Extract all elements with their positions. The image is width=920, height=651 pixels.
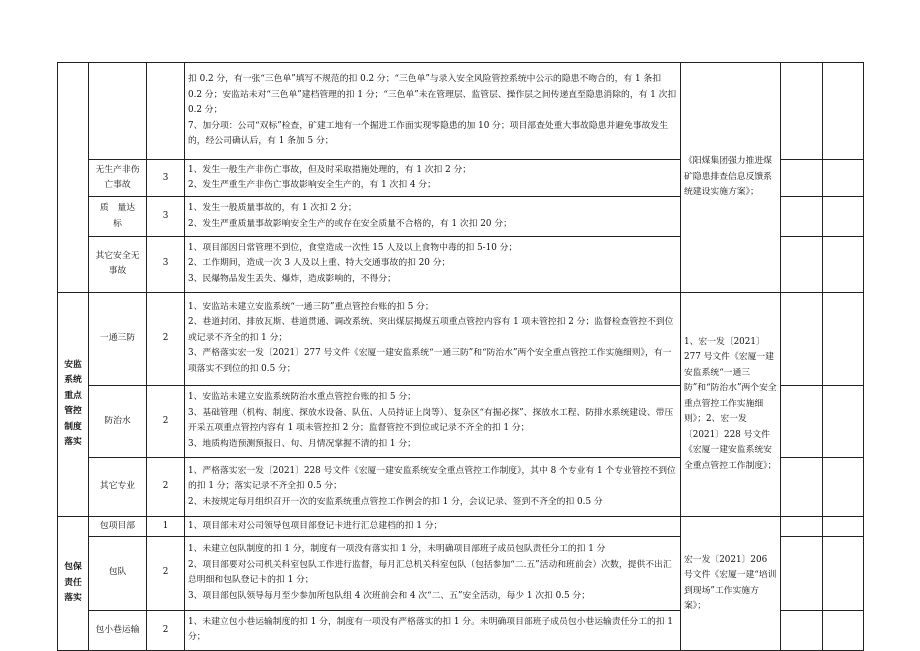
blank-cell: [781, 536, 823, 610]
blank-cell: [823, 610, 864, 650]
score-cell: 2: [147, 457, 185, 516]
criteria-cell: [185, 197, 681, 236]
blank-cell: [823, 236, 864, 292]
criteria-line: 1、项目部未对公司领导包项目部登记卡进行汇总建档的扣 1 分；: [188, 520, 443, 531]
criteria-line: 2、项目部要对公司机关科室包队工作进行监督，每月汇总机关科室包队（包括参加“二.五”活动和班前会）次数，提供不出汇总明细和包队登记卡的扣 1 分；: [188, 559, 672, 586]
subitem-cell: 包队: [89, 536, 147, 610]
score-cell: 3: [147, 236, 185, 292]
criteria-cell: [185, 385, 681, 457]
criteria-line: 1、项目部因日常管理不到位，食堂造成一次性 15 人及以上食物中毒的扣 5-10 分；: [188, 242, 518, 253]
criteria-line: 3、基础管理（机构、制度、探放水设备、队伍、人员持证上岗等）、复杂区“有掘必探”、探放水工程、防排水系统建设、带压开采五项重点管控内容有 1 项未管控扣 2 分；监督管控不到位或记录不齐全的扣 1 分；: [188, 407, 674, 434]
criteria-line: 1、未建立包小巷运输制度的扣 1 分，制度有一项没有严格落实的扣 1 分。未明确项目部班子成员包小巷运输责任分工的扣 1 分；: [188, 616, 674, 643]
blank-cell: [781, 197, 823, 236]
criteria-cell: [185, 610, 681, 650]
criteria-line: 2、工作期间，造成一次 3 人及以上重、特大交通事故的扣 20 分；: [188, 258, 451, 269]
score-cell: 2: [147, 536, 185, 610]
criteria-line: 2、未按规定每月组织召开一次的安监系统重点管控工作例会的扣 1 分，会议记录、签到不齐全的扣 0.5 分: [188, 496, 603, 507]
subitem-cell: 其它专业: [89, 457, 147, 516]
subitem-cell: 质 量达 标: [89, 197, 147, 236]
subitem-cell: 包项目部: [89, 517, 147, 537]
score-cell: 2: [147, 385, 185, 457]
reference-text: 1、宏一发〔2021〕277 号文件《宏厦一建安监系统“一通三防”和“防治水”两个安全重点管控工作实施细则》；2、宏一发〔2021〕228 号文件《宏厦一建安监系统安全重点管控工作制度》；: [684, 336, 777, 471]
blank-cell: [823, 536, 864, 610]
blank-cell: [823, 517, 864, 537]
table-row: [58, 517, 864, 537]
blank-cell: [823, 457, 864, 516]
criteria-line: 1、发生一般质量事故的，有 1 次扣 2 分；: [188, 203, 357, 213]
blank-cell: [781, 236, 823, 292]
evaluation-table: [57, 62, 864, 651]
blank-cell: [823, 197, 864, 236]
criteria-line: 扣 0.2 分，有一张“三色单”填写不规范的扣 0.2 分；“三色单”与录入安全风险管控系统中公示的隐患不吻合的，有 1 条扣 0.2 分；安监站未对“三色单”建档管理的扣 1 分；“三色单”未在管理层、监管层、操作层之间传递直至隐患消除的，有 1 次扣 0.2 分；: [188, 74, 677, 116]
criteria-line: 1、发生一般生产非伤亡事故，但及时采取措施处理的，有 1 次扣 2 分；: [188, 164, 472, 175]
subitem-cell: 包小巷运输: [89, 610, 147, 650]
blank-cell: [781, 385, 823, 457]
criteria-line: 1、安监站未建立安监系统“一通三防”重点管控台账的扣 5 分；: [188, 301, 434, 312]
blank-cell: [781, 517, 823, 537]
blank-cell: [781, 292, 823, 385]
table-row: [58, 63, 864, 160]
blank-cell: [781, 610, 823, 650]
blank-cell: [823, 160, 864, 197]
blank-cell: [823, 292, 864, 385]
subitem-cell: 其它安全无事故: [89, 236, 147, 292]
blank-cell: [781, 160, 823, 197]
score-cell-empty: [147, 63, 185, 160]
score-cell: 2: [147, 292, 185, 385]
criteria-line: 2、发生严重质量事故影响安全生产的或存在安全质量不合格的，有 1 次扣 20 分；: [188, 218, 512, 229]
subitem-cell-empty: [89, 63, 147, 160]
category-cell: 包保责任落实: [58, 517, 89, 651]
score-cell: 1: [147, 517, 185, 537]
criteria-line: 3、地质构造预测预报日、旬、月情况掌握不清的扣 1 分；: [188, 438, 416, 449]
criteria-line: 2、发生严重生产非伤亡事故影响安全生产的，有 1 次扣 4 分；: [188, 180, 436, 191]
blank-cell: [823, 385, 864, 457]
blank-cell: [781, 63, 823, 160]
reference-cell: [681, 63, 781, 293]
category-cell-empty: [58, 63, 89, 293]
criteria-cell: [185, 236, 681, 292]
criteria-cell: [185, 63, 681, 160]
criteria-line: 1、严格落实宏一发〔2021〕228 号文件《宏厦一建安监系统安全重点管控工作制度》，其中 8 个专业有 1 个专业管控不到位的扣 1 分；落实记录不齐全扣 0.5 分；: [188, 465, 676, 492]
score-cell: 2: [147, 610, 185, 650]
reference-cell: [681, 517, 781, 651]
subitem-cell: 一通三防: [89, 292, 147, 385]
blank-cell: [781, 457, 823, 516]
criteria-cell: [185, 292, 681, 385]
category-cell: 安监系统重点管控制度落实: [58, 292, 89, 516]
table-row: [58, 292, 864, 385]
reference-text: 《阳煤集团强力推进煤矿隐患排查信息反馈系统建设实施方案》；: [684, 156, 772, 198]
criteria-cell: [185, 457, 681, 516]
subitem-cell: 防治水: [89, 385, 147, 457]
criteria-line: 7、加分项：公司“双标”检查，矿建工地有一个掘进工作面实现零隐患的加 10 分；项目部查处重大事故隐患并避免事故发生的，经公司确认后，有 1 条加 5 分；: [188, 120, 669, 147]
subitem-cell: 无生产非伤亡事故: [89, 160, 147, 197]
criteria-cell: [185, 517, 681, 537]
blank-cell: [823, 63, 864, 160]
reference-cell: [681, 292, 781, 516]
criteria-line: 1、安监站未建立安监系统防治水重点管控台账的扣 5 分；: [188, 392, 416, 403]
score-cell: 3: [147, 197, 185, 236]
criteria-line: 3、项目部包队领导每月至少参加所包队组 4 次班前会和 4 次“二、五”安全活动，每少 1 次扣 0.5 分；: [188, 590, 591, 601]
score-cell: 3: [147, 160, 185, 197]
reference-text: 宏一发〔2021〕206 号文件《宏厦一建“培训到现场”工作实施方案》；: [684, 554, 777, 612]
criteria-cell: [185, 160, 681, 197]
criteria-line: 2、巷道封闭、排放瓦斯、巷道贯通、调改系统、突出煤层揭煤五项重点管控内容有 1 项未管控扣 2 分；监督检查管控不到位或记录不齐全的扣 1 分；: [188, 317, 674, 343]
criteria-line: 1、未建立包队制度的扣 1 分，制度有一项没有落实扣 1 分，未明确项目部班子成员包队责任分工的扣 1 分: [188, 544, 606, 555]
criteria-line: 3、严格落实宏一发〔2021〕277 号文件《宏厦一建安监系统“一通三防”和“防治水”两个安全重点管控工作实施细则》，有一项落实不到位的扣 0.5 分；: [188, 348, 672, 374]
criteria-line: 3、民爆物品发生丢失、爆炸，造成影响的，不得分；: [188, 273, 396, 284]
criteria-cell: [185, 536, 681, 610]
